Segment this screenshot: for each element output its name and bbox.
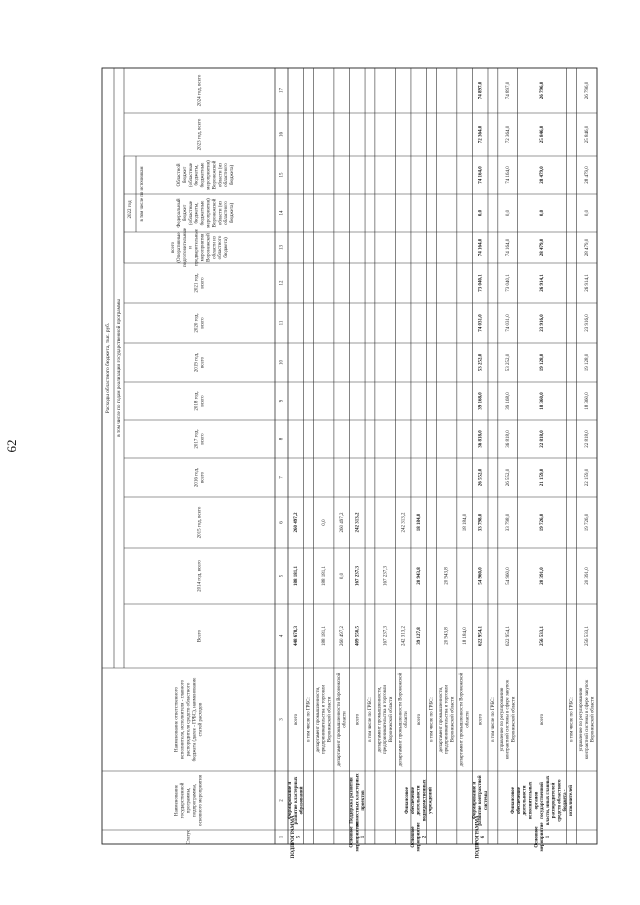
cell-value: 0,0 bbox=[540, 209, 546, 217]
cell-executor: в том числе по ГРБС: bbox=[306, 697, 312, 742]
cell-value: 20 391,0 bbox=[540, 567, 546, 585]
column-header-y2021: 2021 год,всего bbox=[194, 273, 206, 293]
cell-value: 18 360,0 bbox=[584, 392, 590, 410]
cell-executor: в том числе по ГРБС: bbox=[491, 697, 497, 742]
cell-value: 188 181,1 bbox=[293, 566, 299, 586]
cell-value: 0,0 bbox=[321, 519, 327, 526]
cell-value: 0,0 bbox=[584, 209, 590, 217]
column-number: 9 bbox=[279, 399, 285, 403]
cell-value: 53 252,0 bbox=[478, 353, 484, 372]
cell-executor: всего bbox=[478, 713, 484, 726]
column-number: 10 bbox=[279, 360, 285, 365]
cell-value: 74 897,0 bbox=[505, 81, 511, 100]
cell-value: 21 159,0 bbox=[540, 468, 546, 487]
cell-value: 74 164,0 bbox=[478, 166, 484, 184]
cell-value: 26 552,0 bbox=[505, 468, 511, 487]
cell-value: 28 479,0 bbox=[540, 238, 546, 257]
cell-value: 409 550,5 bbox=[355, 626, 361, 646]
cell-value: 18 184,0 bbox=[416, 513, 422, 532]
cell-value: 167 237,3 bbox=[383, 566, 389, 586]
cell-value: 20 943,8 bbox=[416, 567, 422, 585]
column-header-y2019: 2019 год,всего bbox=[194, 352, 206, 373]
header-main: Расходы областного бюджета, тыс. руб. bbox=[105, 322, 112, 414]
cell-value: 26 914,1 bbox=[540, 274, 546, 292]
cell-value: 28 479,0 bbox=[584, 166, 590, 184]
cell-status: Основноемероприятие1 bbox=[349, 822, 367, 852]
cell-value: 73 040,1 bbox=[505, 274, 511, 292]
cell-value: 25 846,0 bbox=[540, 125, 546, 144]
cell-value: 167 237,3 bbox=[383, 626, 389, 646]
column-number: 15 bbox=[279, 172, 285, 178]
cell-value: 39 127,8 bbox=[416, 627, 422, 645]
cell-value: 22 818,0 bbox=[584, 430, 590, 448]
cell-value: 260 497,2 bbox=[293, 512, 299, 533]
cell-name: Формирование иразвитие контрактнойсистемы bbox=[472, 775, 490, 826]
cell-value: 19 726,0 bbox=[584, 513, 590, 532]
cell-value: 72 364,0 bbox=[505, 125, 511, 144]
cell-status: Основноемероприятие1 bbox=[534, 822, 551, 852]
cell-value: 256 533,1 bbox=[540, 626, 546, 646]
cell-value: 39 168,0 bbox=[505, 392, 511, 410]
cell-value: 20 391,0 bbox=[584, 567, 590, 585]
column-header-y2022: 2022 год bbox=[128, 200, 134, 219]
column-header-y2015: 2015 год, всего bbox=[197, 506, 203, 539]
cell-value: 74 031,0 bbox=[505, 314, 511, 332]
cell-value: 74 031,0 bbox=[478, 314, 484, 332]
column-number: 8 bbox=[279, 437, 285, 441]
column-header-y2022_fed: Федеральныйбюджет(областныебюджеты,бюджетныемероприятия)Воронежскойобласти (изобластногобюджета) bbox=[177, 198, 236, 228]
column-number: 1 bbox=[279, 835, 285, 839]
cell-value: 20 943,8 bbox=[444, 567, 450, 585]
cell-value: 0,0 bbox=[478, 209, 484, 217]
cell-value: 22 818,0 bbox=[540, 430, 546, 448]
cell-value: 26 552,0 bbox=[478, 468, 484, 487]
cell-value: 36 818,0 bbox=[478, 430, 484, 448]
cell-value: 54 960,0 bbox=[478, 567, 484, 585]
column-number: 13 bbox=[279, 245, 285, 250]
column-number: 17 bbox=[279, 88, 285, 93]
column-number: 16 bbox=[279, 132, 285, 137]
column-number: 2 bbox=[279, 799, 285, 802]
column-header-y2020: 2020 год,всего bbox=[194, 313, 206, 333]
cell-value: 36 818,0 bbox=[505, 430, 511, 448]
cell-value: 242 313,2 bbox=[401, 626, 407, 646]
cell-value: 39 168,0 bbox=[478, 392, 484, 410]
cell-status: Основноемероприятие2 bbox=[411, 822, 428, 852]
cell-value: 188 181,1 bbox=[321, 566, 327, 586]
cell-executor: всего bbox=[540, 713, 546, 726]
column-header-y2014: 2014 год, всего bbox=[197, 560, 203, 592]
column-number: 12 bbox=[279, 280, 285, 286]
column-header-y2022-incl: в том числе по источникам bbox=[140, 166, 146, 222]
cell-value: 54 960,0 bbox=[505, 567, 511, 585]
cell-value: 242 313,2 bbox=[355, 512, 361, 533]
cell-value: 53 252,0 bbox=[505, 353, 511, 372]
cell-value: 260 497,2 bbox=[339, 626, 345, 646]
cell-value: 0,0 bbox=[505, 209, 511, 217]
column-header-name: Наименованиегосударственнойпрограммы,подпрограммы,основного мероприятия bbox=[174, 775, 204, 826]
cell-value: 74 164,0 bbox=[478, 238, 484, 257]
cell-value: 73 040,1 bbox=[478, 274, 484, 292]
cell-name: Финансовоеобеспечениедеятельностиподведомственныхучреждений bbox=[405, 779, 434, 822]
cell-name: Формирование иразвитие кластерныхобразований bbox=[288, 776, 305, 825]
cell-executor: в том числе по ГРБС: bbox=[569, 697, 575, 742]
cell-value: 28 479,0 bbox=[540, 166, 546, 184]
cell-executor: управление по регулированиюконтрактной системы в сфере закупокВоронежской области bbox=[500, 679, 517, 760]
cell-value: 622 954,1 bbox=[505, 626, 511, 646]
cell-value: 448 678,3 bbox=[293, 626, 299, 646]
column-number: 7 bbox=[279, 476, 285, 479]
cell-value: 167 237,3 bbox=[355, 566, 361, 586]
cell-value: 20 943,8 bbox=[444, 627, 450, 645]
cell-value: 18 184,0 bbox=[462, 627, 468, 645]
column-header-executor: Наименование ответственногоисполнителя, исполнителя - главногораспорядителя средств областногобюджета (далее - ГРБС), наименованиестатей расходов bbox=[174, 677, 204, 762]
cell-value: 23 916,0 bbox=[540, 314, 546, 332]
column-number: 11 bbox=[279, 320, 285, 326]
cell-value: 18 360,0 bbox=[540, 392, 546, 410]
cell-value: 26 796,0 bbox=[540, 81, 546, 100]
cell-status: ПОДПРОГРАММА6 bbox=[475, 815, 487, 859]
cell-value: 0,0 bbox=[339, 572, 345, 580]
column-number: 14 bbox=[279, 210, 285, 216]
cell-executor: всего bbox=[293, 713, 299, 726]
cell-executor: управление по регулированиюконтрактной системы в сфере закупокВоронежской области bbox=[579, 679, 596, 760]
column-header-y2016: 2016 год,всего bbox=[194, 467, 206, 488]
column-header-y2018: 2018 год,всего bbox=[194, 391, 206, 411]
cell-value: 23 916,0 bbox=[584, 314, 590, 332]
cell-executor: в том числе по ГРБС: bbox=[429, 697, 435, 742]
cell-value: 242 313,2 bbox=[401, 512, 407, 533]
column-header-y2022_reg: Областнойбюджет(областныебюджеты,бюджетныемероприятия)Воронежскойобласти (изобластногобюджета) bbox=[177, 160, 236, 190]
cell-value: 25 846,0 bbox=[584, 125, 590, 144]
column-header-y2023: 2023 год, всего bbox=[197, 118, 203, 151]
cell-name: Поддержка развитиясовместных кластерныхпроектов bbox=[349, 773, 367, 828]
column-header-total: Всего bbox=[197, 629, 203, 643]
cell-executor: департамент промышленности Воронежскойобласти bbox=[459, 672, 471, 767]
column-header-status: Статус bbox=[186, 829, 192, 845]
column-number: 6 bbox=[279, 521, 285, 524]
cell-value: 28 479,0 bbox=[584, 238, 590, 257]
cell-executor: департамент промышленности,предпринимательства и торговлиВоронежской области bbox=[438, 684, 456, 755]
column-number: 5 bbox=[279, 574, 285, 578]
cell-status: ПОДПРОГРАММА5 bbox=[291, 815, 302, 859]
cell-executor: в том числе по ГРБС: bbox=[368, 697, 374, 742]
cell-executor: всего bbox=[355, 713, 361, 726]
cell-value: 19 128,0 bbox=[540, 353, 546, 372]
column-number: 3 bbox=[279, 718, 285, 721]
cell-executor: департамент промышленности,предпринимательства и торговлиВоронежской области bbox=[377, 684, 395, 755]
cell-value: 22 159,0 bbox=[584, 468, 590, 487]
cell-executor: департамент промышленности,предпринимательства и торговлиВоронежской области bbox=[315, 684, 333, 755]
cell-value: 260 497,2 bbox=[339, 512, 345, 533]
cell-value: 74 897,0 bbox=[478, 81, 484, 100]
cell-value: 18 184,0 bbox=[462, 513, 468, 532]
column-header-y2024: 2024 год, всего bbox=[197, 74, 203, 107]
cell-value: 74 164,0 bbox=[505, 166, 511, 184]
cell-value: 33 798,0 bbox=[478, 513, 484, 532]
cell-value: 74 164,0 bbox=[505, 238, 511, 257]
cell-value: 19 726,0 bbox=[540, 513, 546, 532]
header-sub: в том числе по годам реализации государственной программы bbox=[116, 299, 123, 437]
column-header-y2022_sub_total: всего(ОперативныеподготовительныеипредварительныемероприятияВоронежскойобласти изобластногобюджета) bbox=[171, 227, 230, 268]
cell-value: 26 914,1 bbox=[584, 274, 590, 292]
cell-value: 72 364,0 bbox=[478, 125, 484, 144]
cell-value: 256 533,1 bbox=[584, 626, 590, 646]
cell-value: 19 128,0 bbox=[584, 353, 590, 372]
cell-executor: департамент промышленности Воронежскойобласти bbox=[336, 672, 348, 767]
cell-value: 622 954,1 bbox=[478, 626, 484, 646]
cell-value: 26 796,0 bbox=[584, 81, 590, 100]
cell-executor: всего bbox=[416, 713, 422, 726]
column-header-y2017: 2017 год,всего bbox=[194, 429, 206, 449]
cell-name: Финансовоеобеспечениедеятельностиисполнительныхоргановгосударственнойвласти, иных главныхраспорядителейсредств областногобюджета -исполнителей bbox=[511, 775, 575, 826]
cell-executor: департамент промышленности Воронежскойобласти bbox=[398, 672, 410, 767]
column-number: 4 bbox=[279, 634, 285, 638]
page-number: 62 bbox=[4, 439, 19, 453]
cell-value: 33 798,0 bbox=[505, 513, 511, 532]
cell-value: 188 181,1 bbox=[321, 626, 327, 646]
